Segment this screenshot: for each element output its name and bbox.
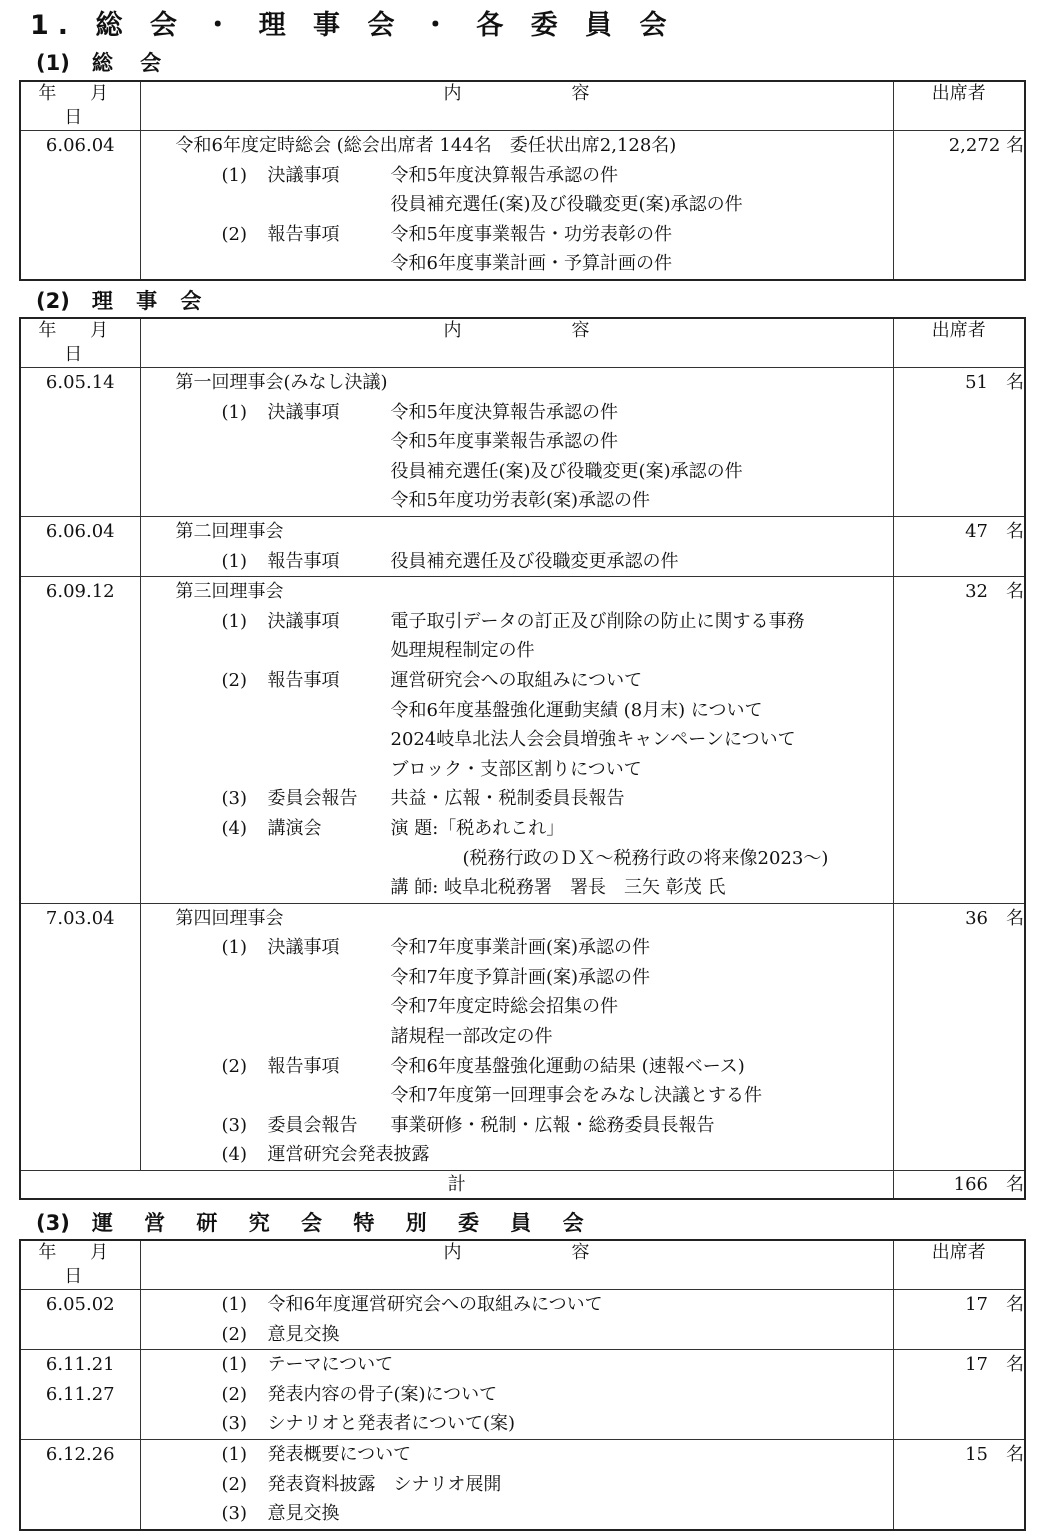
- content-line: [141, 933, 893, 963]
- item-text: 発表資料披露 シナリオ展開: [267, 1473, 502, 1495]
- item-text: 2024岐阜北法人会会員増強キャンペーンについて: [390, 729, 796, 751]
- section-title: 総 会: [91, 51, 172, 75]
- content-line: [141, 992, 893, 1022]
- meeting-date: [20, 368, 140, 517]
- record-table: [19, 317, 1026, 1200]
- content-line: [141, 607, 893, 637]
- item-text: 役員補充選任及び役職変更承認の件: [390, 550, 679, 572]
- item-text: 令和6年度事業計画・予算計画の件: [390, 253, 672, 275]
- record-table: [19, 1239, 1026, 1531]
- header-attendees: 出席者: [893, 318, 1025, 368]
- meeting-title: 第二回理事会: [175, 520, 284, 542]
- item-number: (2): [221, 1055, 247, 1077]
- header-date: 年 月 日: [20, 318, 140, 368]
- item-category: 報告事項: [267, 223, 340, 245]
- item-number: (2): [221, 669, 247, 691]
- content-line: [141, 1409, 893, 1439]
- header-content-left: 内: [443, 83, 462, 104]
- item-text: 令和6年度運営研究会への取組みについて: [267, 1294, 603, 1315]
- header-content-left: 内: [443, 320, 462, 341]
- item-number: (1): [221, 164, 247, 186]
- table-row: [20, 903, 1025, 1170]
- item-number: (3): [221, 788, 247, 810]
- content-line: [141, 398, 893, 428]
- content-line: [141, 517, 893, 547]
- header-content: [140, 81, 893, 131]
- date-text: 6.11.27: [45, 1383, 115, 1405]
- meeting-title: 令和6年度定時総会 (総会出席者 144名 委任状出席2,128名): [175, 135, 677, 156]
- item-text: 令和5年度功労表彰(案)承認の件: [390, 490, 650, 512]
- item-category: 決議事項: [267, 610, 340, 632]
- content-line: [141, 814, 893, 844]
- table-row: [20, 1350, 1025, 1440]
- item-text: 令和7年度事業計画(案)承認の件: [390, 937, 650, 959]
- content-line: [141, 220, 893, 250]
- header-content-right: 容: [571, 320, 590, 341]
- item-category: 講演会: [267, 817, 322, 839]
- content-line: [141, 368, 893, 398]
- item-number: (1): [221, 401, 247, 423]
- item-number: (1): [221, 1294, 247, 1315]
- table-row: [20, 516, 1025, 576]
- meeting-title: 第四回理事会: [175, 907, 284, 929]
- item-number: (3): [221, 1503, 247, 1525]
- item-text: 令和5年度決算報告承認の件: [390, 401, 618, 423]
- content-line: [141, 963, 893, 993]
- item-text: (税務行政のＤＸ～税務行政の将来像2023～): [462, 847, 829, 869]
- item-number: (1): [221, 937, 247, 959]
- attendee-count: 17 名: [893, 1290, 1025, 1350]
- section-heading: [36, 1209, 596, 1237]
- attendee-count: 36 名: [893, 903, 1025, 1170]
- section-heading: [36, 49, 171, 77]
- content-line: [141, 457, 893, 487]
- item-text: 意見交換: [267, 1503, 340, 1525]
- item-number: (2): [221, 1383, 247, 1405]
- content-line: [141, 1499, 893, 1529]
- item-text: 発表内容の骨子(案)について: [267, 1383, 498, 1405]
- item-number: (3): [221, 1413, 247, 1435]
- date-text: 6.12.26: [45, 1443, 115, 1465]
- meeting-date: [20, 1290, 140, 1350]
- meeting-content: [140, 903, 893, 1170]
- content-line: [141, 1470, 893, 1500]
- meeting-date: [20, 577, 140, 904]
- attendee-count: 2,272 名: [893, 131, 1025, 280]
- content-line: [141, 161, 893, 191]
- item-text: 令和6年度基盤強化運動実績 (8月末) について: [390, 699, 763, 721]
- item-text: 処理規程制定の件: [390, 640, 535, 662]
- content-line: [141, 1140, 893, 1170]
- header-content: [140, 1240, 893, 1290]
- total-value: 166 名: [893, 1171, 1025, 1200]
- table-header: [20, 81, 1025, 131]
- section-title: 理 事 会: [91, 289, 210, 313]
- date-text: 6.05.14: [45, 372, 115, 393]
- item-number: (4): [221, 817, 247, 839]
- item-text: 運営研究会発表披露: [267, 1144, 430, 1166]
- content-line: [141, 696, 893, 726]
- header-attendees: 出席者: [893, 1240, 1025, 1290]
- attendee-count: 47 名: [893, 516, 1025, 576]
- item-text: 諸規程一部改定の件: [390, 1026, 553, 1048]
- content-line: [141, 547, 893, 577]
- item-text: 共益・広報・税制委員長報告: [390, 788, 625, 810]
- item-text: 令和7年度定時総会招集の件: [390, 996, 618, 1018]
- attendee-count: 32 名: [893, 577, 1025, 904]
- record-table: [19, 80, 1026, 281]
- section-title: 運 営 研 究 会 特 別 委 員 会: [91, 1211, 596, 1235]
- header-content-left: 内: [443, 1242, 462, 1263]
- content-line: [141, 1081, 893, 1111]
- section-number: (1): [36, 51, 70, 75]
- attendee-count: 15 名: [893, 1439, 1025, 1529]
- item-text: 令和5年度事業報告・功労表彰の件: [390, 223, 672, 245]
- header-attendees: 出席者: [893, 81, 1025, 131]
- table-header: [20, 1240, 1025, 1290]
- meeting-content: [140, 368, 893, 517]
- content-line: [141, 1350, 893, 1380]
- item-text: 演 題:「税あれこれ」: [390, 817, 565, 839]
- date-text: 6.05.02: [45, 1294, 115, 1315]
- item-text: 意見交換: [267, 1323, 340, 1345]
- attendee-count: 51 名: [893, 368, 1025, 517]
- content-line: [141, 1111, 893, 1141]
- item-text: 令和6年度基盤強化運動の結果 (速報ベース): [390, 1055, 745, 1077]
- header-content: [140, 318, 893, 368]
- item-text: 役員補充選任(案)及び役職変更(案)承認の件: [390, 194, 743, 216]
- date-text: 6.06.04: [45, 520, 115, 542]
- item-number: (1): [221, 1443, 247, 1465]
- table-row: [20, 577, 1025, 904]
- item-number: (1): [221, 550, 247, 572]
- item-number: (3): [221, 1114, 247, 1136]
- content-line: [141, 1022, 893, 1052]
- date-text: 6.09.12: [45, 581, 115, 603]
- item-category: 決議事項: [267, 164, 340, 186]
- content-line: [141, 1380, 893, 1410]
- meeting-date: [20, 1439, 140, 1529]
- meeting-date: [20, 1350, 140, 1440]
- content-line: [141, 486, 893, 516]
- meeting-content: [140, 1439, 893, 1529]
- header-date: 年 月 日: [20, 81, 140, 131]
- meeting-title: 第一回理事会(みなし決議): [175, 372, 388, 393]
- item-text: 運営研究会への取組みについて: [390, 669, 643, 691]
- content-line: [141, 636, 893, 666]
- item-number: (1): [221, 1354, 247, 1376]
- table-row: [20, 368, 1025, 517]
- header-content-right: 容: [571, 83, 590, 104]
- meeting-content: [140, 516, 893, 576]
- table-row: [20, 131, 1025, 280]
- item-number: (1): [221, 610, 247, 632]
- content-line: [141, 1320, 893, 1350]
- meeting-content: [140, 577, 893, 904]
- content-line: [141, 904, 893, 934]
- meeting-content: [140, 1350, 893, 1440]
- meeting-date: [20, 516, 140, 576]
- content-line: [141, 873, 893, 903]
- total-label: 計: [20, 1171, 893, 1200]
- item-text: ブロック・支部区割りについて: [390, 758, 642, 780]
- item-category: 報告事項: [267, 1055, 340, 1077]
- section-number: (2): [36, 289, 70, 313]
- date-text: 6.06.04: [45, 135, 115, 156]
- section-heading: [36, 287, 209, 315]
- item-category: 委員会報告: [267, 788, 358, 810]
- content-line: [141, 1052, 893, 1082]
- page-title: 1. 総 会 ・ 理 事 会 ・ 各 委 員 会: [30, 10, 676, 41]
- content-line: [141, 190, 893, 220]
- content-line: [141, 1290, 893, 1320]
- content-line: [141, 725, 893, 755]
- section-number: (3): [36, 1211, 70, 1235]
- total-row: [20, 1171, 1025, 1200]
- item-text: 役員補充選任(案)及び役職変更(案)承認の件: [390, 460, 743, 482]
- content-line: [141, 249, 893, 279]
- item-category: 報告事項: [267, 669, 340, 691]
- table-row: [20, 1290, 1025, 1350]
- item-text: 令和5年度決算報告承認の件: [390, 164, 618, 186]
- content-line: [141, 427, 893, 457]
- item-text: 電子取引データの訂正及び削除の防止に関する事務: [390, 610, 805, 632]
- item-text: 令和7年度予算計画(案)承認の件: [390, 966, 650, 988]
- date-text: 6.11.21: [45, 1354, 115, 1376]
- item-category: 決議事項: [267, 401, 340, 423]
- content-line: [141, 755, 893, 785]
- item-text: 令和5年度事業報告承認の件: [390, 431, 618, 453]
- item-text: 事業研修・税制・広報・総務委員長報告: [390, 1114, 715, 1136]
- meeting-title: 第三回理事会: [175, 581, 284, 603]
- item-category: 報告事項: [267, 550, 340, 572]
- content-line: [141, 577, 893, 607]
- item-text: 講 師: 岐阜北税務署 署長 三矢 彰茂 氏: [390, 877, 726, 899]
- item-text: 発表概要について: [267, 1443, 412, 1465]
- content-line: [141, 844, 893, 874]
- content-line: [141, 1440, 893, 1470]
- table-header: [20, 318, 1025, 368]
- item-number: (4): [221, 1144, 247, 1166]
- item-text: 令和7年度第一回理事会をみなし決議とする件: [390, 1085, 762, 1107]
- item-category: 決議事項: [267, 937, 340, 959]
- meeting-date: [20, 131, 140, 280]
- table-row: [20, 1439, 1025, 1529]
- content-line: [141, 666, 893, 696]
- header-date: 年 月 日: [20, 1240, 140, 1290]
- meeting-content: [140, 1290, 893, 1350]
- date-text: 7.03.04: [45, 907, 115, 929]
- attendee-count: 17 名: [893, 1350, 1025, 1440]
- item-text: シナリオと発表者について(案): [267, 1413, 516, 1435]
- content-line: [141, 131, 893, 161]
- item-number: (2): [221, 1473, 247, 1495]
- meeting-content: [140, 131, 893, 280]
- header-content-right: 容: [571, 1242, 590, 1263]
- item-text: テーマについて: [267, 1354, 394, 1376]
- meeting-date: [20, 903, 140, 1170]
- item-number: (2): [221, 1323, 247, 1345]
- item-number: (2): [221, 223, 247, 245]
- content-line: [141, 784, 893, 814]
- item-category: 委員会報告: [267, 1114, 358, 1136]
